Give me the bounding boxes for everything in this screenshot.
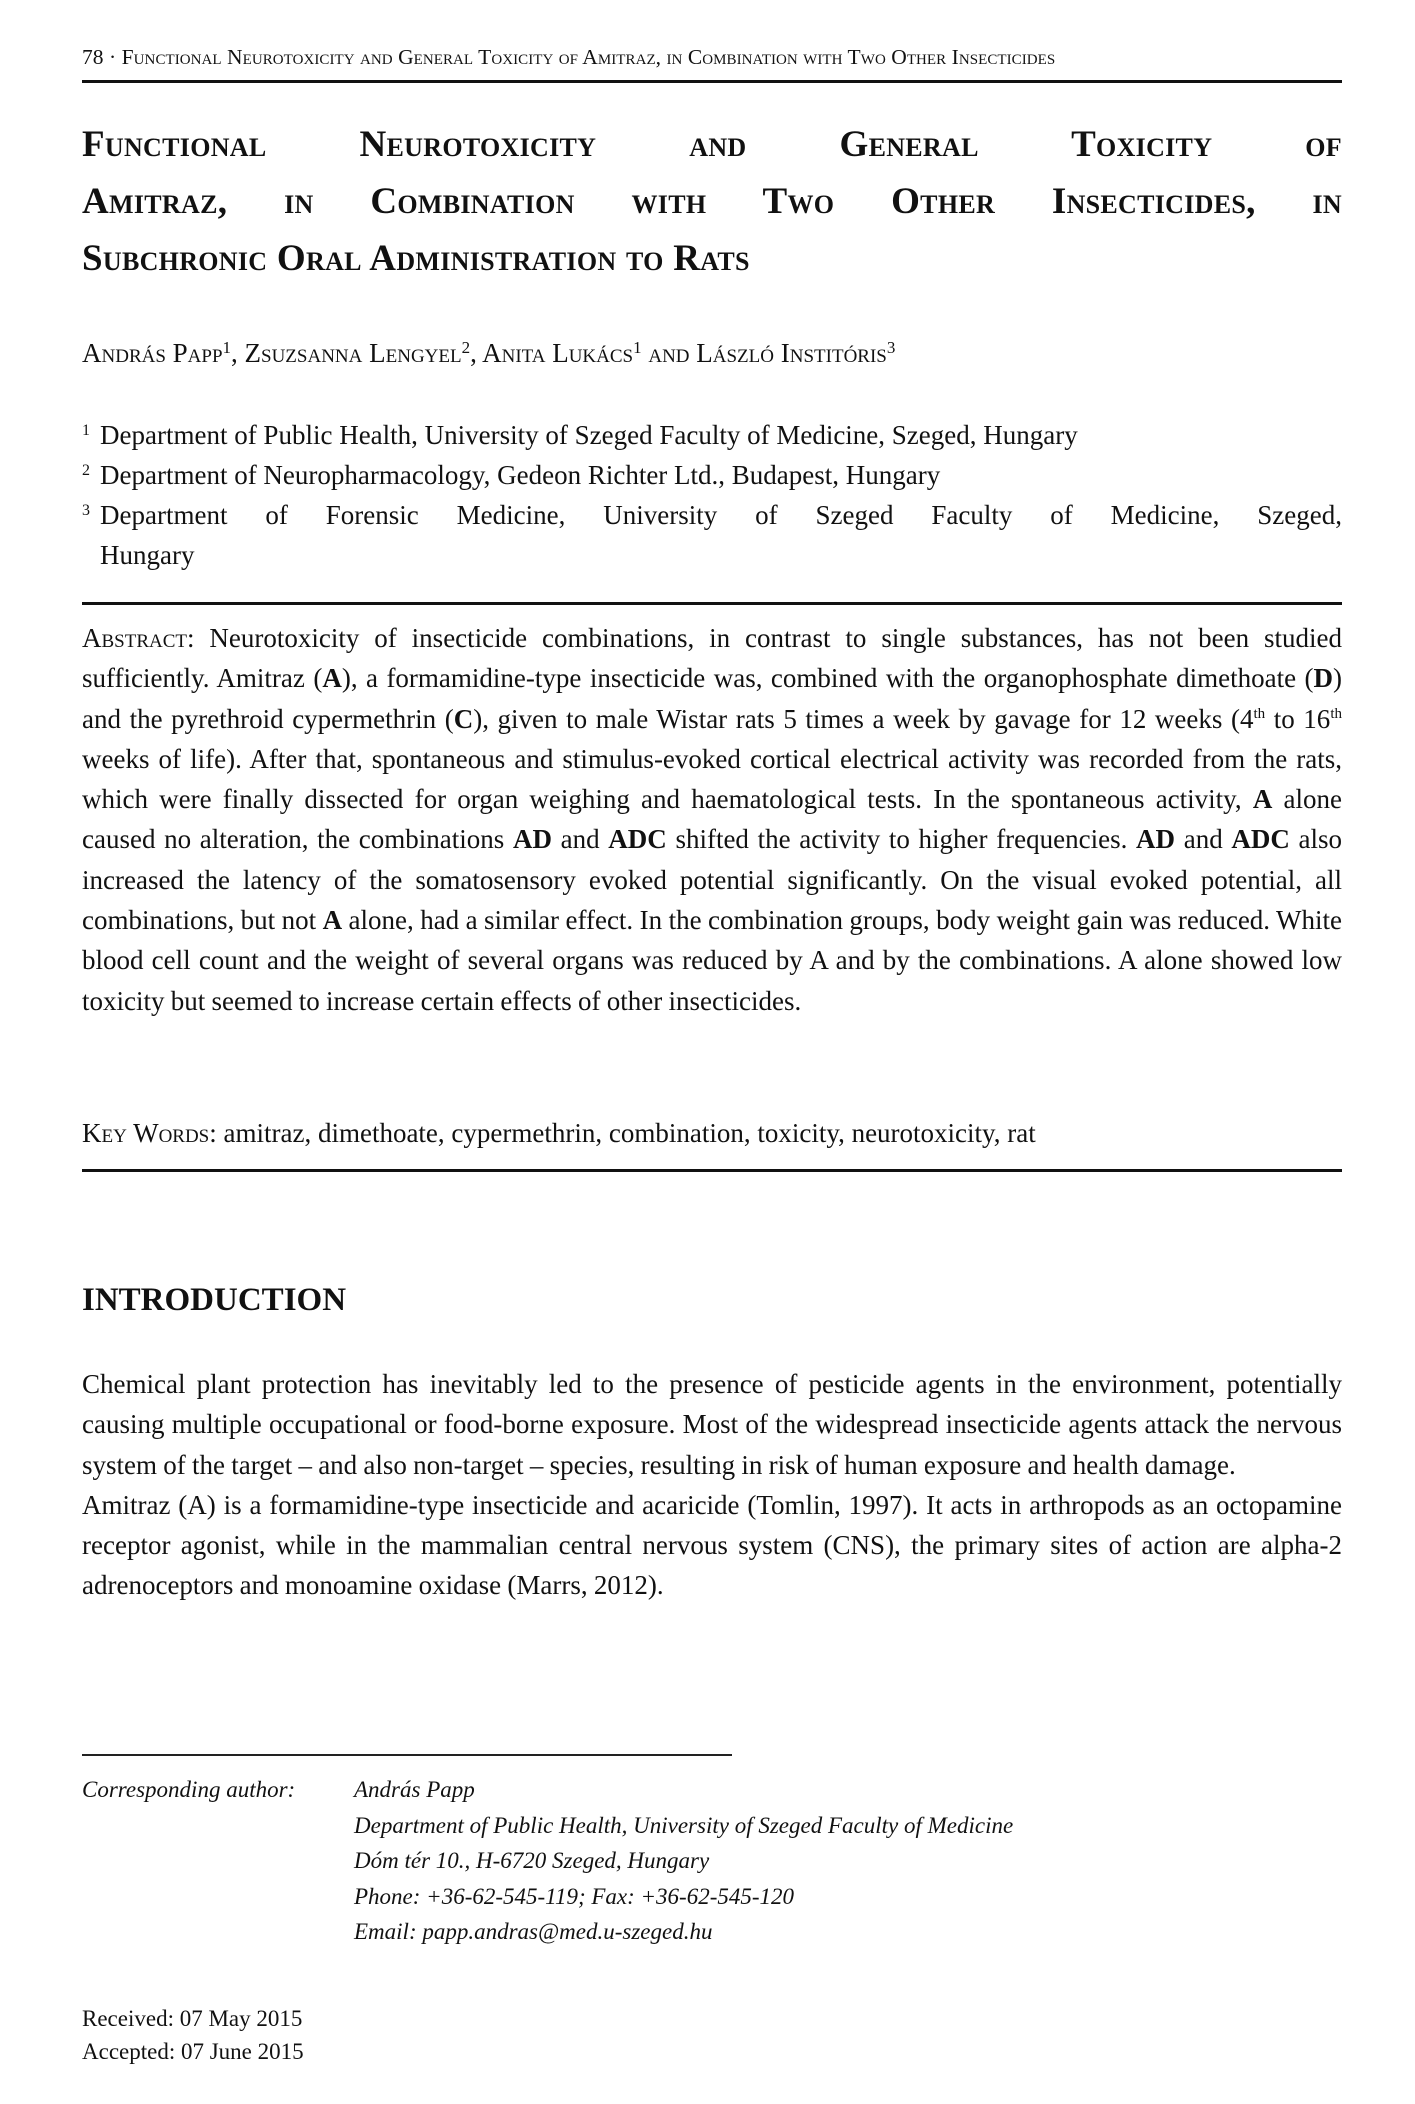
keywords-text: amitraz, dimethoate, cypermethrin, combination, toxicity, neurotoxicity, rat (216, 1118, 1036, 1148)
running-head-title: Functional Neurotoxicity and General Toxicity of Amitraz, in Combination with Two Other Insecticides (121, 45, 1056, 69)
introduction-body (82, 1364, 1342, 1606)
abstract-superscript: th (1253, 705, 1266, 722)
abstract-bold-term: AD (512, 824, 552, 855)
abstract-text: to 16 (1265, 703, 1331, 734)
corresponding-author-email[interactable]: Email: papp.andras@med.u-szeged.hu (354, 1919, 713, 1944)
footnote-rule (82, 1754, 732, 1756)
affiliation-3-continuation: Hungary (100, 540, 195, 570)
keywords (82, 1113, 1342, 1153)
abstract-bold-term: A (1252, 784, 1273, 815)
author-name: László Institóris (696, 338, 887, 368)
corresponding-author-name: András Papp (354, 1777, 475, 1802)
affiliations (82, 415, 1342, 575)
author-affil-ref: 1 (222, 338, 232, 357)
abstract-text: alone, had a similar effect. In the combination groups, body weight gain was reduced. White blood cell count and the weight of several organs was reduced by A and by the combinations. A alone showed low toxicity but seemed to increase certain effects of other insecticides. (82, 905, 1342, 1016)
abstract-bold-term: AD (1136, 824, 1176, 855)
abstract-text: Neurotoxicity of insecticide combinations, in contrast to single substances, has not been studied sufficiently. Amitraz ( (82, 623, 1342, 694)
author-name: Zsuzsanna Lengyel (244, 338, 462, 368)
corresponding-author-label: Corresponding author: (82, 1777, 296, 1802)
abstract-body (82, 623, 1342, 1016)
author-separator: and (641, 338, 697, 368)
author-separator: , (231, 338, 245, 368)
abstract-bold-term: C (453, 703, 474, 734)
abstract-text: ), a formamidine-type insecticide was, combined with the organophosphate dimethoate ( (341, 663, 1314, 694)
title-line-1: Functional Neurotoxicity and General Toxicity of (82, 124, 1342, 165)
author-separator: , (470, 338, 483, 368)
abstract-superscript: th (1330, 705, 1342, 722)
abstract-text: ) and the pyrethroid cypermethrin ( (82, 663, 1342, 734)
author-list (82, 335, 1342, 371)
author-name: Anita Lukács (482, 338, 634, 368)
affiliation-text: Department of Public Health, University of Szeged Faculty of Medicine, Szeged, Hungary (100, 420, 1078, 450)
abstract-bottom-rule (82, 1169, 1342, 1172)
abstract-bold-term: A (322, 663, 342, 694)
author-name: András Papp (82, 338, 223, 368)
corresponding-author-phone: Phone: +36-62-545-119; Fax: +36-62-545-120 (354, 1883, 795, 1909)
abstract-bold-term: ADC (608, 824, 667, 855)
abstract-text: alone caused no alteration, the combinations (82, 784, 1342, 855)
abstract-text: and (1175, 824, 1232, 855)
abstract-text: ), given to male Wistar rats 5 times a week by gavage for 12 weeks (4 (473, 703, 1254, 734)
abstract (82, 618, 1342, 1021)
author-affil-ref: 2 (461, 338, 471, 357)
corresponding-author-department: Department of Public Health, University of Szeged Faculty of Medicine (354, 1812, 1014, 1838)
abstract-text: and (551, 824, 609, 855)
page-number: 78 (82, 45, 104, 69)
title-line-2: Amitraz, in Combination with Two Other Insecticides, in (82, 181, 1342, 222)
affiliation-3: $^3$ Department of Forensic Medicine, University of Szeged Faculty of Medicine, Szeged, (82, 500, 1342, 530)
abstract-top-rule (82, 602, 1342, 605)
author-affil-ref: 3 (886, 338, 896, 357)
accepted-date: Accepted: 07 June 2015 (82, 2038, 304, 2064)
abstract-bold-term: A (322, 905, 343, 936)
article-title (82, 116, 1342, 287)
title-line-3: Subchronic Oral Administration to Rats (82, 238, 750, 279)
running-head (82, 42, 1342, 72)
abstract-bold-term: D (1313, 663, 1333, 694)
corresponding-author-address: Dóm tér 10., H-6720 Szeged, Hungary (354, 1848, 710, 1873)
keywords-label: Key Words: (82, 1118, 217, 1148)
paragraph: Amitraz (A) is a formamidine-type insecticide and acaricide (Tomlin, 1997). It acts in arthropods as an octopamine receptor agonist, while in the mammalian central nervous system (CNS), the primary sites of action are alpha-2 adrenoceptors and monoamine oxidase (Marrs, 2012). (82, 1489, 1342, 1601)
affiliation-text: Department of Forensic Medicine, University of Szeged Faculty of Medicine, Szeged, (100, 500, 1342, 530)
section-heading-introduction: INTRODUCTION (82, 1282, 347, 1318)
corresponding-author-details (354, 1772, 1013, 1950)
author-affil-ref: 1 (633, 338, 642, 357)
abstract-text: weeks of life). After that, spontaneous and stimulus-evoked cortical electrical activity was recorded from the rats, which were finally dissected for organ weighing and haematological tests. In the spontaneous activity, (82, 743, 1342, 815)
affiliation-text: Department of Neuropharmacology, Gedeon Richter Ltd., Budapest, Hungary (100, 460, 941, 490)
abstract-text: shifted the activity to higher frequencies. (666, 824, 1137, 855)
received-date: Received: 07 May 2015 (82, 2006, 303, 2031)
affiliation-2: $^2$ Department of Neuropharmacology, Gedeon Richter Ltd., Budapest, Hungary (82, 460, 941, 490)
affiliation-1: $^1$ Department of Public Health, University of Szeged Faculty of Medicine, Szeged, Hungary (82, 420, 1078, 450)
running-head-separator: · (103, 45, 122, 69)
abstract-bold-term: ADC (1231, 824, 1290, 855)
abstract-text: also increased the latency of the somatosensory evoked potential significantly. On the visual evoked potential, all combinations, but not (82, 824, 1343, 936)
abstract-label: Abstract: (82, 623, 195, 653)
header-rule (82, 80, 1342, 83)
paragraph: Chemical plant protection has inevitably led to the presence of pesticide agents in the environment, potentially causing multiple occupational or food-borne exposure. Most of the widespread insecticide agents attack the nervous system of the target – and also non-target – species, resulting in risk of human exposure and health damage. (82, 1369, 1342, 1480)
article-dates (82, 2003, 1342, 2068)
